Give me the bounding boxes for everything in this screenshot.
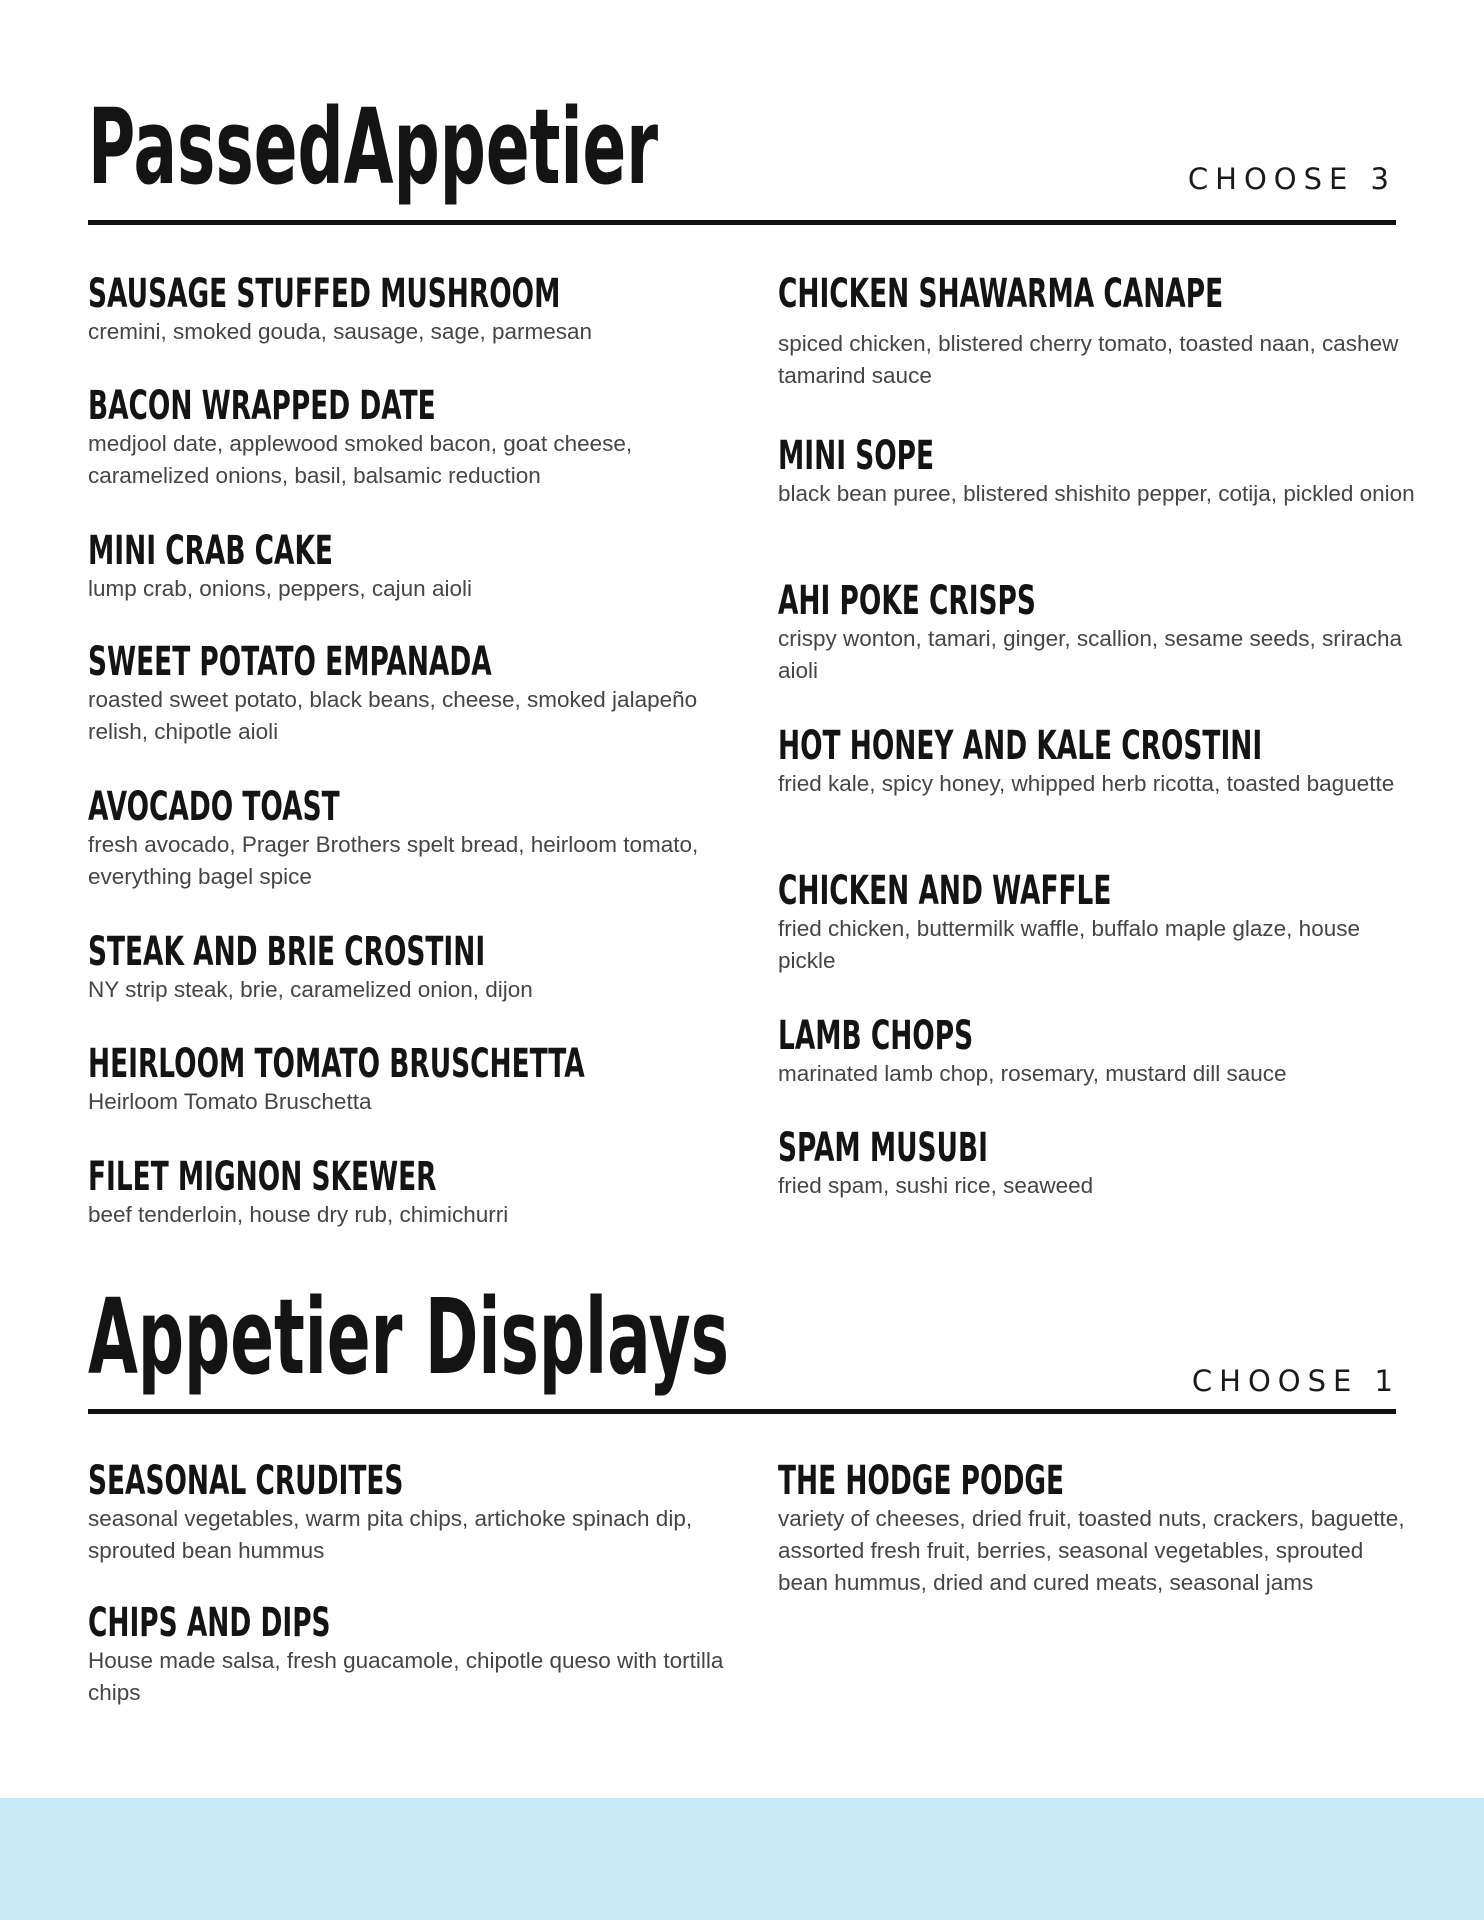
item-name: SAUSAGE STUFFED MUSHROOM: [88, 271, 561, 317]
menu-item: [778, 724, 1418, 800]
displays-header: [88, 1276, 1400, 1398]
displays-choose-label: CHOOSE 1: [1191, 1364, 1400, 1398]
item-desc: lump crab, onions, peppers, cajun aioli: [88, 576, 472, 601]
item-name: MINI CRAB CAKE: [88, 528, 333, 574]
item-name: THE HODGE PODGE: [778, 1458, 1065, 1504]
item-name: MINI SOPE: [778, 433, 935, 479]
menu-item: [778, 579, 1418, 687]
displays-divider: [88, 1409, 1396, 1414]
item-desc: cremini, smoked gouda, sausage, sage, parmesan: [88, 319, 593, 344]
menu-item: [88, 930, 728, 1006]
item-desc: beef tenderloin, house dry rub, chimichurri: [88, 1202, 509, 1227]
footer-band: [0, 1798, 1484, 1920]
item-desc: roasted sweet potato, black beans, cheese, smoked jalapeño relish, chipotle aioli: [88, 687, 698, 744]
item-name: BACON WRAPPED DATE: [88, 383, 436, 429]
item-name: STEAK AND BRIE CROSTINI: [88, 929, 486, 975]
menu-item: [88, 640, 728, 748]
item-desc: spiced chicken, blistered cherry tomato, toasted naan, cashew tamarind sauce: [778, 331, 1399, 388]
item-desc: medjool date, applewood smoked bacon, goat cheese, caramelized onions, basil, balsamic reduction: [88, 431, 633, 488]
menu-item: [778, 272, 1418, 392]
item-name: CHICKEN AND WAFFLE: [778, 868, 1112, 914]
menu-item: [88, 272, 728, 348]
item-desc: marinated lamb chop, rosemary, mustard dill sauce: [778, 1061, 1287, 1086]
menu-item: [778, 434, 1418, 510]
item-desc: NY strip steak, brie, caramelized onion, dijon: [88, 977, 533, 1002]
item-desc: crispy wonton, tamari, ginger, scallion, sesame seeds, sriracha aioli: [778, 626, 1403, 683]
item-desc: Heirloom Tomato Bruschetta: [88, 1089, 372, 1114]
menu-item: [778, 1014, 1418, 1090]
item-name: AHI POKE CRISPS: [778, 578, 1036, 624]
item-name: LAMB CHOPS: [778, 1013, 974, 1059]
item-desc: variety of cheeses, dried fruit, toasted nuts, crackers, baguette, assorted fresh fruit, berries, seasonal vegetables, sprouted bean hummus, dried and cured meats, seasonal jams: [778, 1506, 1405, 1595]
menu-item: [778, 1459, 1408, 1599]
item-name: HEIRLOOM TOMATO BRUSCHETTA: [88, 1041, 585, 1087]
passed-title: PassedAppetier: [88, 86, 659, 208]
item-desc: House made salsa, fresh guacamole, chipotle queso with tortilla chips: [88, 1648, 724, 1705]
item-desc: fried kale, spicy honey, whipped herb ricotta, toasted baguette: [778, 771, 1395, 796]
menu-item: [88, 785, 728, 893]
menu-item: [88, 529, 728, 605]
item-name: SPAM MUSUBI: [778, 1125, 988, 1171]
menu-item: [88, 1459, 728, 1567]
menu-item: [88, 1155, 728, 1231]
passed-choose-label: CHOOSE 3: [1187, 162, 1396, 196]
menu-item: [88, 1042, 728, 1118]
item-name: FILET MIGNON SKEWER: [88, 1154, 437, 1200]
passed-header: [88, 86, 1396, 208]
item-name: SWEET POTATO EMPANADA: [88, 639, 492, 685]
menu-item: [778, 1126, 1418, 1202]
passed-divider: [88, 220, 1396, 225]
menu-item: [88, 384, 728, 492]
item-desc: fried spam, sushi rice, seaweed: [778, 1173, 1094, 1198]
item-name: HOT HONEY AND KALE CROSTINI: [778, 723, 1263, 769]
item-name: SEASONAL CRUDITES: [88, 1458, 404, 1504]
item-name: AVOCADO TOAST: [88, 784, 340, 830]
item-desc: fresh avocado, Prager Brothers spelt bread, heirloom tomato, everything bagel spice: [88, 832, 699, 889]
menu-item: [88, 1601, 728, 1709]
item-desc: fried chicken, buttermilk waffle, buffalo maple glaze, house pickle: [778, 916, 1360, 973]
item-name: CHICKEN SHAWARMA CANAPE: [778, 271, 1224, 317]
item-desc: seasonal vegetables, warm pita chips, artichoke spinach dip, sprouted bean hummus: [88, 1506, 693, 1563]
item-desc: black bean puree, blistered shishito pepper, cotija, pickled onion: [778, 481, 1415, 506]
menu-item: [778, 869, 1418, 977]
item-name: CHIPS AND DIPS: [88, 1600, 331, 1646]
displays-title: Appetier Displays: [88, 1276, 730, 1398]
